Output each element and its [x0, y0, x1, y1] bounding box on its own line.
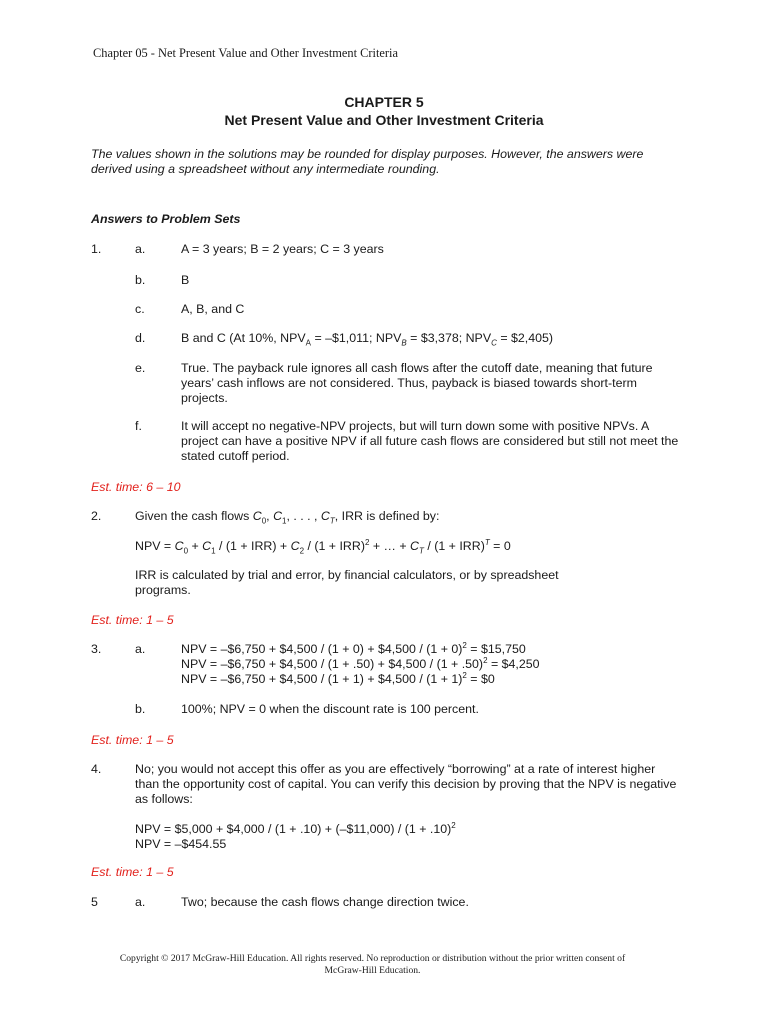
- p1-d-text: B and C (At 10%, $NPV_A$ = –$1,011; $NPV_B$ = $3,378; $NPV_C$ = $2,405): [181, 331, 554, 348]
- p1-est-time: Est. time: 6 – 10: [91, 480, 181, 494]
- copyright-line-2: McGraw-Hill Education.: [324, 965, 421, 976]
- p2-est-time: Est. time: 1 – 5: [91, 613, 174, 627]
- p4-formula-2: NPV = –$454.55: [135, 837, 227, 851]
- p3-a-line-2: NPV = –$6,750 + $4,500 / (1 + .50) + $4,500 / $(1 + .50)^2$ = $4,250: [181, 655, 540, 671]
- problem-4-number: 4.: [91, 762, 102, 776]
- p4-text: No; you would not accept this offer as you are effectively “borrowing” at a rate of interest higher than the opportunity cost of capital. You can verify this decision by proving that the NPV is negative as follows:: [135, 762, 677, 806]
- p5-a-text: Two; because the cash flows change direction twice.: [181, 895, 469, 909]
- problem-5-number: 5: [91, 895, 98, 909]
- p5-a-label: a.: [135, 895, 146, 909]
- copyright-footer: [100, 953, 645, 977]
- p3-a-label: a.: [135, 642, 146, 656]
- p1-e-label: e.: [135, 361, 146, 375]
- p1-d-label: d.: [135, 331, 146, 345]
- p1-c-text: A, B, and C: [181, 302, 245, 316]
- running-header: Chapter 05 - Net Present Value and Other Investment Criteria: [93, 46, 398, 60]
- p3-b-text: 100%; NPV = 0 when the discount rate is 100 percent.: [181, 702, 479, 716]
- problem-2-number: 2.: [91, 509, 102, 523]
- p2-formula: NPV = $C_0 + C_1 / (1 + IRR) + C_2 / (1 + IRR)^2$ + … + $C_T / (1 + IRR)^T = 0$: [135, 537, 511, 556]
- chapter-title: Net Present Value and Other Investment Criteria: [224, 112, 544, 128]
- problem-1-number: 1.: [91, 242, 102, 256]
- section-heading: Answers to Problem Sets: [91, 212, 241, 226]
- copyright-line-1: Copyright © 2017 McGraw-Hill Education. All rights reserved. No reproduction or distribution without the prior written consent of: [119, 953, 626, 964]
- p2-text: IRR is calculated by trial and error, by financial calculators, or by spreadsheet programs.: [135, 568, 559, 597]
- intro-note: The values shown in the solutions may be rounded for display purposes. However, the answers were derived using a spreadsheet without any intermediate rounding.: [91, 147, 644, 176]
- p4-est-time: Est. time: 1 – 5: [91, 865, 174, 879]
- problem-3-number: 3.: [91, 642, 102, 656]
- p1-f-text: It will accept no negative-NPV projects, but will turn down some with positive NPVs. A project can have a positive NPV if all future cash flows are considered but still not meet the stated cutoff period.: [181, 419, 679, 463]
- p1-e-text: True. The payback rule ignores all cash flows after the cutoff date, meaning that future years’ cash inflows are not considered. Thus, payback is biased towards short-term projects.: [181, 361, 653, 405]
- p3-b-label: b.: [135, 702, 146, 716]
- p1-b-label: b.: [135, 273, 146, 287]
- p1-c-label: c.: [135, 302, 145, 316]
- p1-a-label: a.: [135, 242, 146, 256]
- p1-b-text: B: [181, 273, 190, 287]
- p4-formula-1: NPV = $5,000 + $4,000 / (1 + .10) + (–$11,000) / $(1 + .10)^2$: [135, 820, 456, 836]
- p2-intro: Given the cash flows $C_0$, $C_1$, . . . , $C_T$, IRR is defined by:: [135, 509, 440, 526]
- p3-est-time: Est. time: 1 – 5: [91, 733, 174, 747]
- p1-a-text: A = 3 years; B = 2 years; C = 3 years: [181, 242, 384, 256]
- p3-a-line-1: NPV = –$6,750 + $4,500 / (1 + 0) + $4,500 / $(1 + 0)^2$ = $15,750: [181, 640, 526, 656]
- p1-f-label: f.: [135, 419, 142, 433]
- chapter-number: CHAPTER 5: [344, 94, 424, 110]
- p3-a-line-3: NPV = –$6,750 + $4,500 / (1 + 1) + $4,500 / $(1 + 1)^2$ = $0: [181, 670, 495, 686]
